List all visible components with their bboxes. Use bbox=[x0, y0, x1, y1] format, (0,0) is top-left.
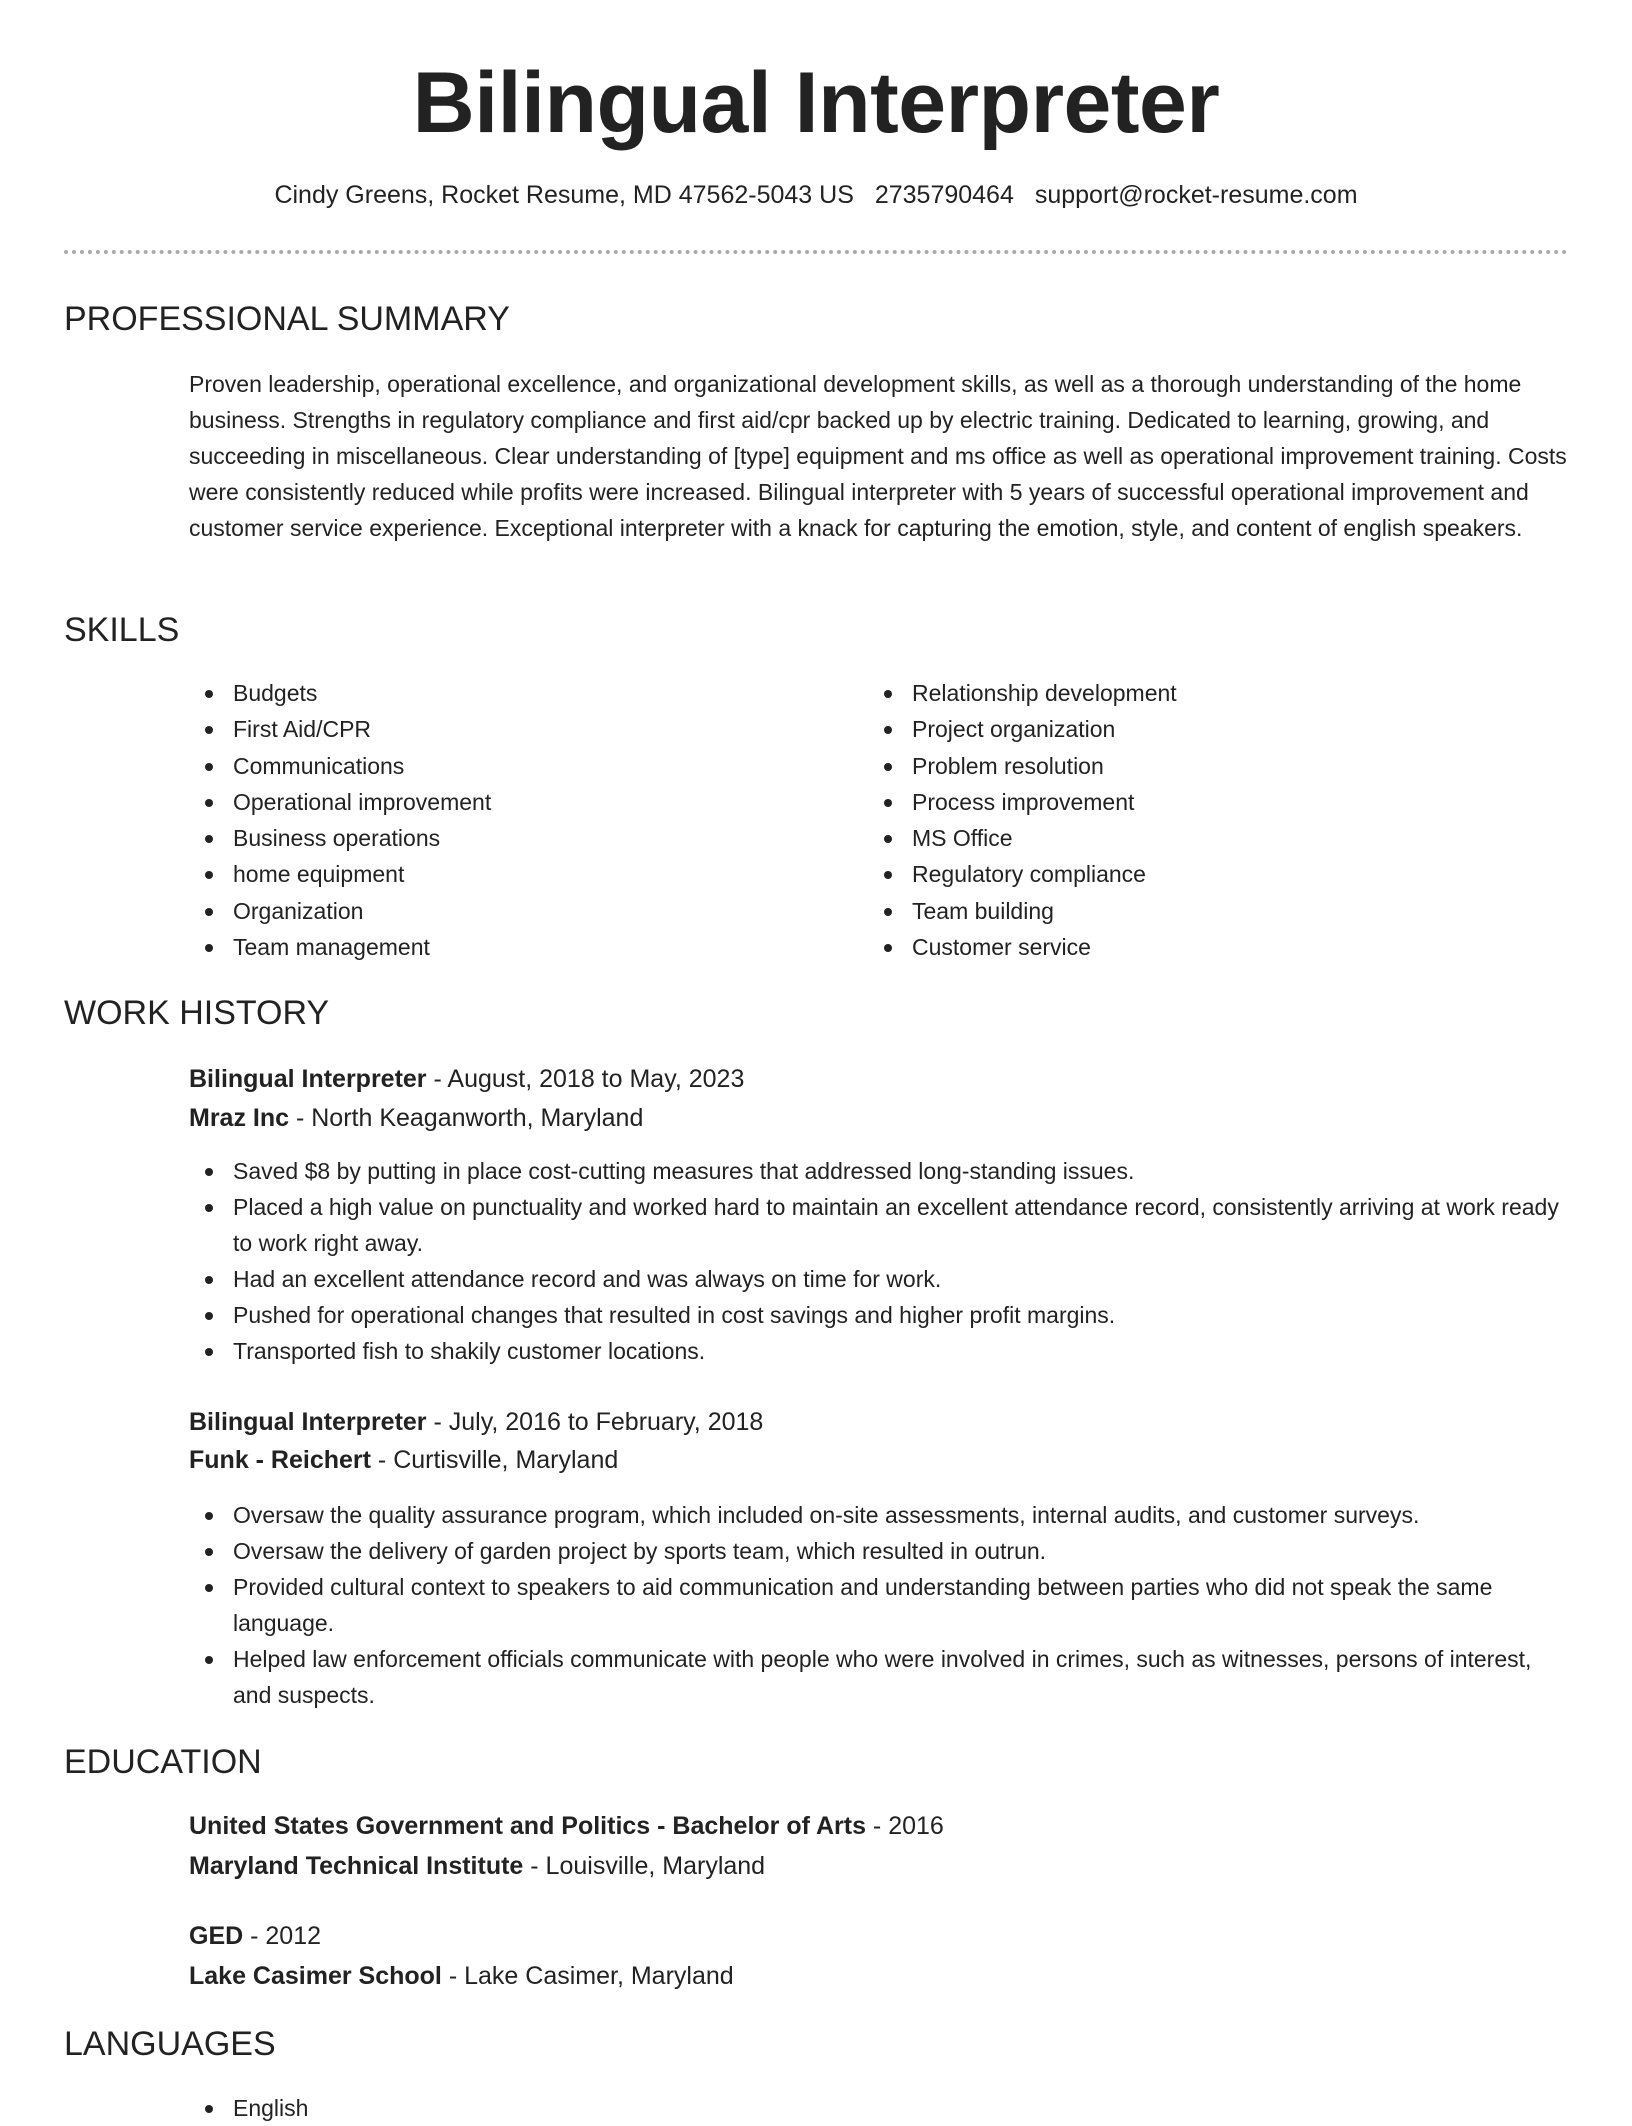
skill-item: Project organization bbox=[868, 711, 1508, 747]
education-degree-line bbox=[189, 1811, 944, 1841]
education-school: Maryland Technical Institute bbox=[189, 1852, 524, 1880]
languages-list bbox=[189, 2090, 1569, 2126]
work-heading: WORK HISTORY bbox=[64, 994, 330, 1032]
job-duty: Saved $8 by putting in place cost-cutting measures that addressed long-standing issues. bbox=[189, 1153, 1569, 1189]
education-school: Lake Casimer School bbox=[189, 1962, 442, 1990]
skill-item: Team building bbox=[868, 893, 1508, 929]
job-dates: August, 2018 to May, 2023 bbox=[447, 1065, 745, 1093]
education-school-line bbox=[189, 1961, 734, 1991]
job-title: Bilingual Interpreter bbox=[189, 1065, 427, 1093]
job-duty: Pushed for operational changes that resulted in cost savings and higher profit margins. bbox=[189, 1297, 1569, 1333]
job-duty: Oversaw the delivery of garden project by sports team, which resulted in outrun. bbox=[189, 1533, 1569, 1569]
job-title-line bbox=[189, 1064, 744, 1094]
separator: - bbox=[243, 1922, 266, 1950]
job-duty: Helped law enforcement officials communicate with people who were involved in crimes, such as witnesses, persons of interest, and suspects. bbox=[189, 1641, 1569, 1713]
skill-item: Process improvement bbox=[868, 784, 1508, 820]
skill-item: home equipment bbox=[189, 856, 829, 892]
separator: - bbox=[426, 1065, 448, 1093]
skill-item: Budgets bbox=[189, 675, 829, 711]
languages-list-wrapper bbox=[189, 2090, 1569, 2126]
separator: - bbox=[865, 1812, 889, 1840]
job-duty-list bbox=[189, 1497, 1569, 1713]
skill-item: First Aid/CPR bbox=[189, 711, 829, 747]
job-duties bbox=[189, 1497, 1569, 1713]
skill-item: Relationship development bbox=[868, 675, 1508, 711]
education-degree: United States Government and Politics - Bachelor of Arts bbox=[189, 1812, 866, 1840]
education-degree-line bbox=[189, 1921, 321, 1951]
skill-item: Team management bbox=[189, 929, 829, 965]
education-year: 2012 bbox=[265, 1922, 322, 1950]
skill-item: Operational improvement bbox=[189, 784, 829, 820]
job-duties bbox=[189, 1153, 1569, 1369]
contact-line bbox=[0, 180, 1632, 210]
education-location: Lake Casimer, Maryland bbox=[464, 1962, 734, 1990]
skill-item: Organization bbox=[189, 893, 829, 929]
separator: - bbox=[441, 1962, 465, 1990]
job-dates: July, 2016 to February, 2018 bbox=[448, 1408, 764, 1436]
job-company: Mraz Inc bbox=[189, 1104, 290, 1132]
languages-heading: LANGUAGES bbox=[64, 2025, 276, 2063]
skill-item: Customer service bbox=[868, 929, 1508, 965]
job-company-line bbox=[189, 1103, 643, 1133]
language-item: English bbox=[189, 2090, 1569, 2126]
job-duty: Had an excellent attendance record and was always on time for work. bbox=[189, 1261, 1569, 1297]
contact-phone: 2735790464 bbox=[874, 181, 1014, 209]
contact-address: Cindy Greens, Rocket Resume, MD 47562-5043 US bbox=[274, 181, 854, 209]
resume-title: Bilingual Interpreter bbox=[412, 55, 1220, 151]
skill-item: Problem resolution bbox=[868, 748, 1508, 784]
separator: - bbox=[370, 1446, 394, 1474]
skill-item: Regulatory compliance bbox=[868, 856, 1508, 892]
job-title: Bilingual Interpreter bbox=[189, 1408, 427, 1436]
skills-list-right bbox=[868, 675, 1508, 965]
skill-item: Business operations bbox=[189, 820, 829, 856]
separator: - bbox=[289, 1104, 312, 1132]
job-duty: Placed a high value on punctuality and worked hard to maintain an excellent attendance record, consistently arriving at work ready to work right away. bbox=[189, 1189, 1569, 1261]
education-heading: EDUCATION bbox=[64, 1743, 262, 1781]
header-divider bbox=[64, 250, 1568, 254]
job-location: Curtisville, Maryland bbox=[393, 1446, 619, 1474]
education-degree: GED bbox=[189, 1922, 244, 1950]
skills-column-right bbox=[868, 675, 1508, 965]
education-location: Louisville, Maryland bbox=[545, 1852, 766, 1880]
separator: - bbox=[523, 1852, 546, 1880]
summary-heading: PROFESSIONAL SUMMARY bbox=[64, 300, 510, 338]
education-school-line bbox=[189, 1851, 765, 1881]
job-duty-list bbox=[189, 1153, 1569, 1369]
job-location: North Keaganworth, Maryland bbox=[311, 1104, 644, 1132]
education-year: 2016 bbox=[888, 1812, 944, 1840]
job-company: Funk - Reichert bbox=[189, 1446, 371, 1474]
skill-item: MS Office bbox=[868, 820, 1508, 856]
skills-list-left bbox=[189, 675, 829, 965]
summary-text: Proven leadership, operational excellence, and organizational development skills, as well as a thorough understanding of the home business. Strengths in regulatory compliance and first aid/cpr backed up by electric training. Dedicated to learning, growing, and succeeding in miscellaneous. Clear understanding of [type] equipment and ms office as well as operational improvement training. Costs were consistently reduced while profits were increased. Bilingual interpreter with 5 years of successful operational improvement and customer service experience. Exceptional interpreter with a knack for capturing the emotion, style, and content of english speakers. bbox=[189, 371, 1567, 541]
job-duty: Oversaw the quality assurance program, which included on-site assessments, internal audits, and customer surveys. bbox=[189, 1497, 1569, 1533]
job-duty: Transported fish to shakily customer locations. bbox=[189, 1333, 1569, 1369]
contact-email: support@rocket-resume.com bbox=[1034, 181, 1358, 209]
job-title-line bbox=[189, 1407, 763, 1437]
skills-heading: SKILLS bbox=[64, 611, 180, 649]
skill-item: Communications bbox=[189, 748, 829, 784]
job-duty: Provided cultural context to speakers to aid communication and understanding between parties who did not speak the same language. bbox=[189, 1569, 1569, 1641]
separator: - bbox=[426, 1408, 449, 1436]
skills-column-left bbox=[189, 675, 829, 965]
job-company-line bbox=[189, 1445, 618, 1475]
